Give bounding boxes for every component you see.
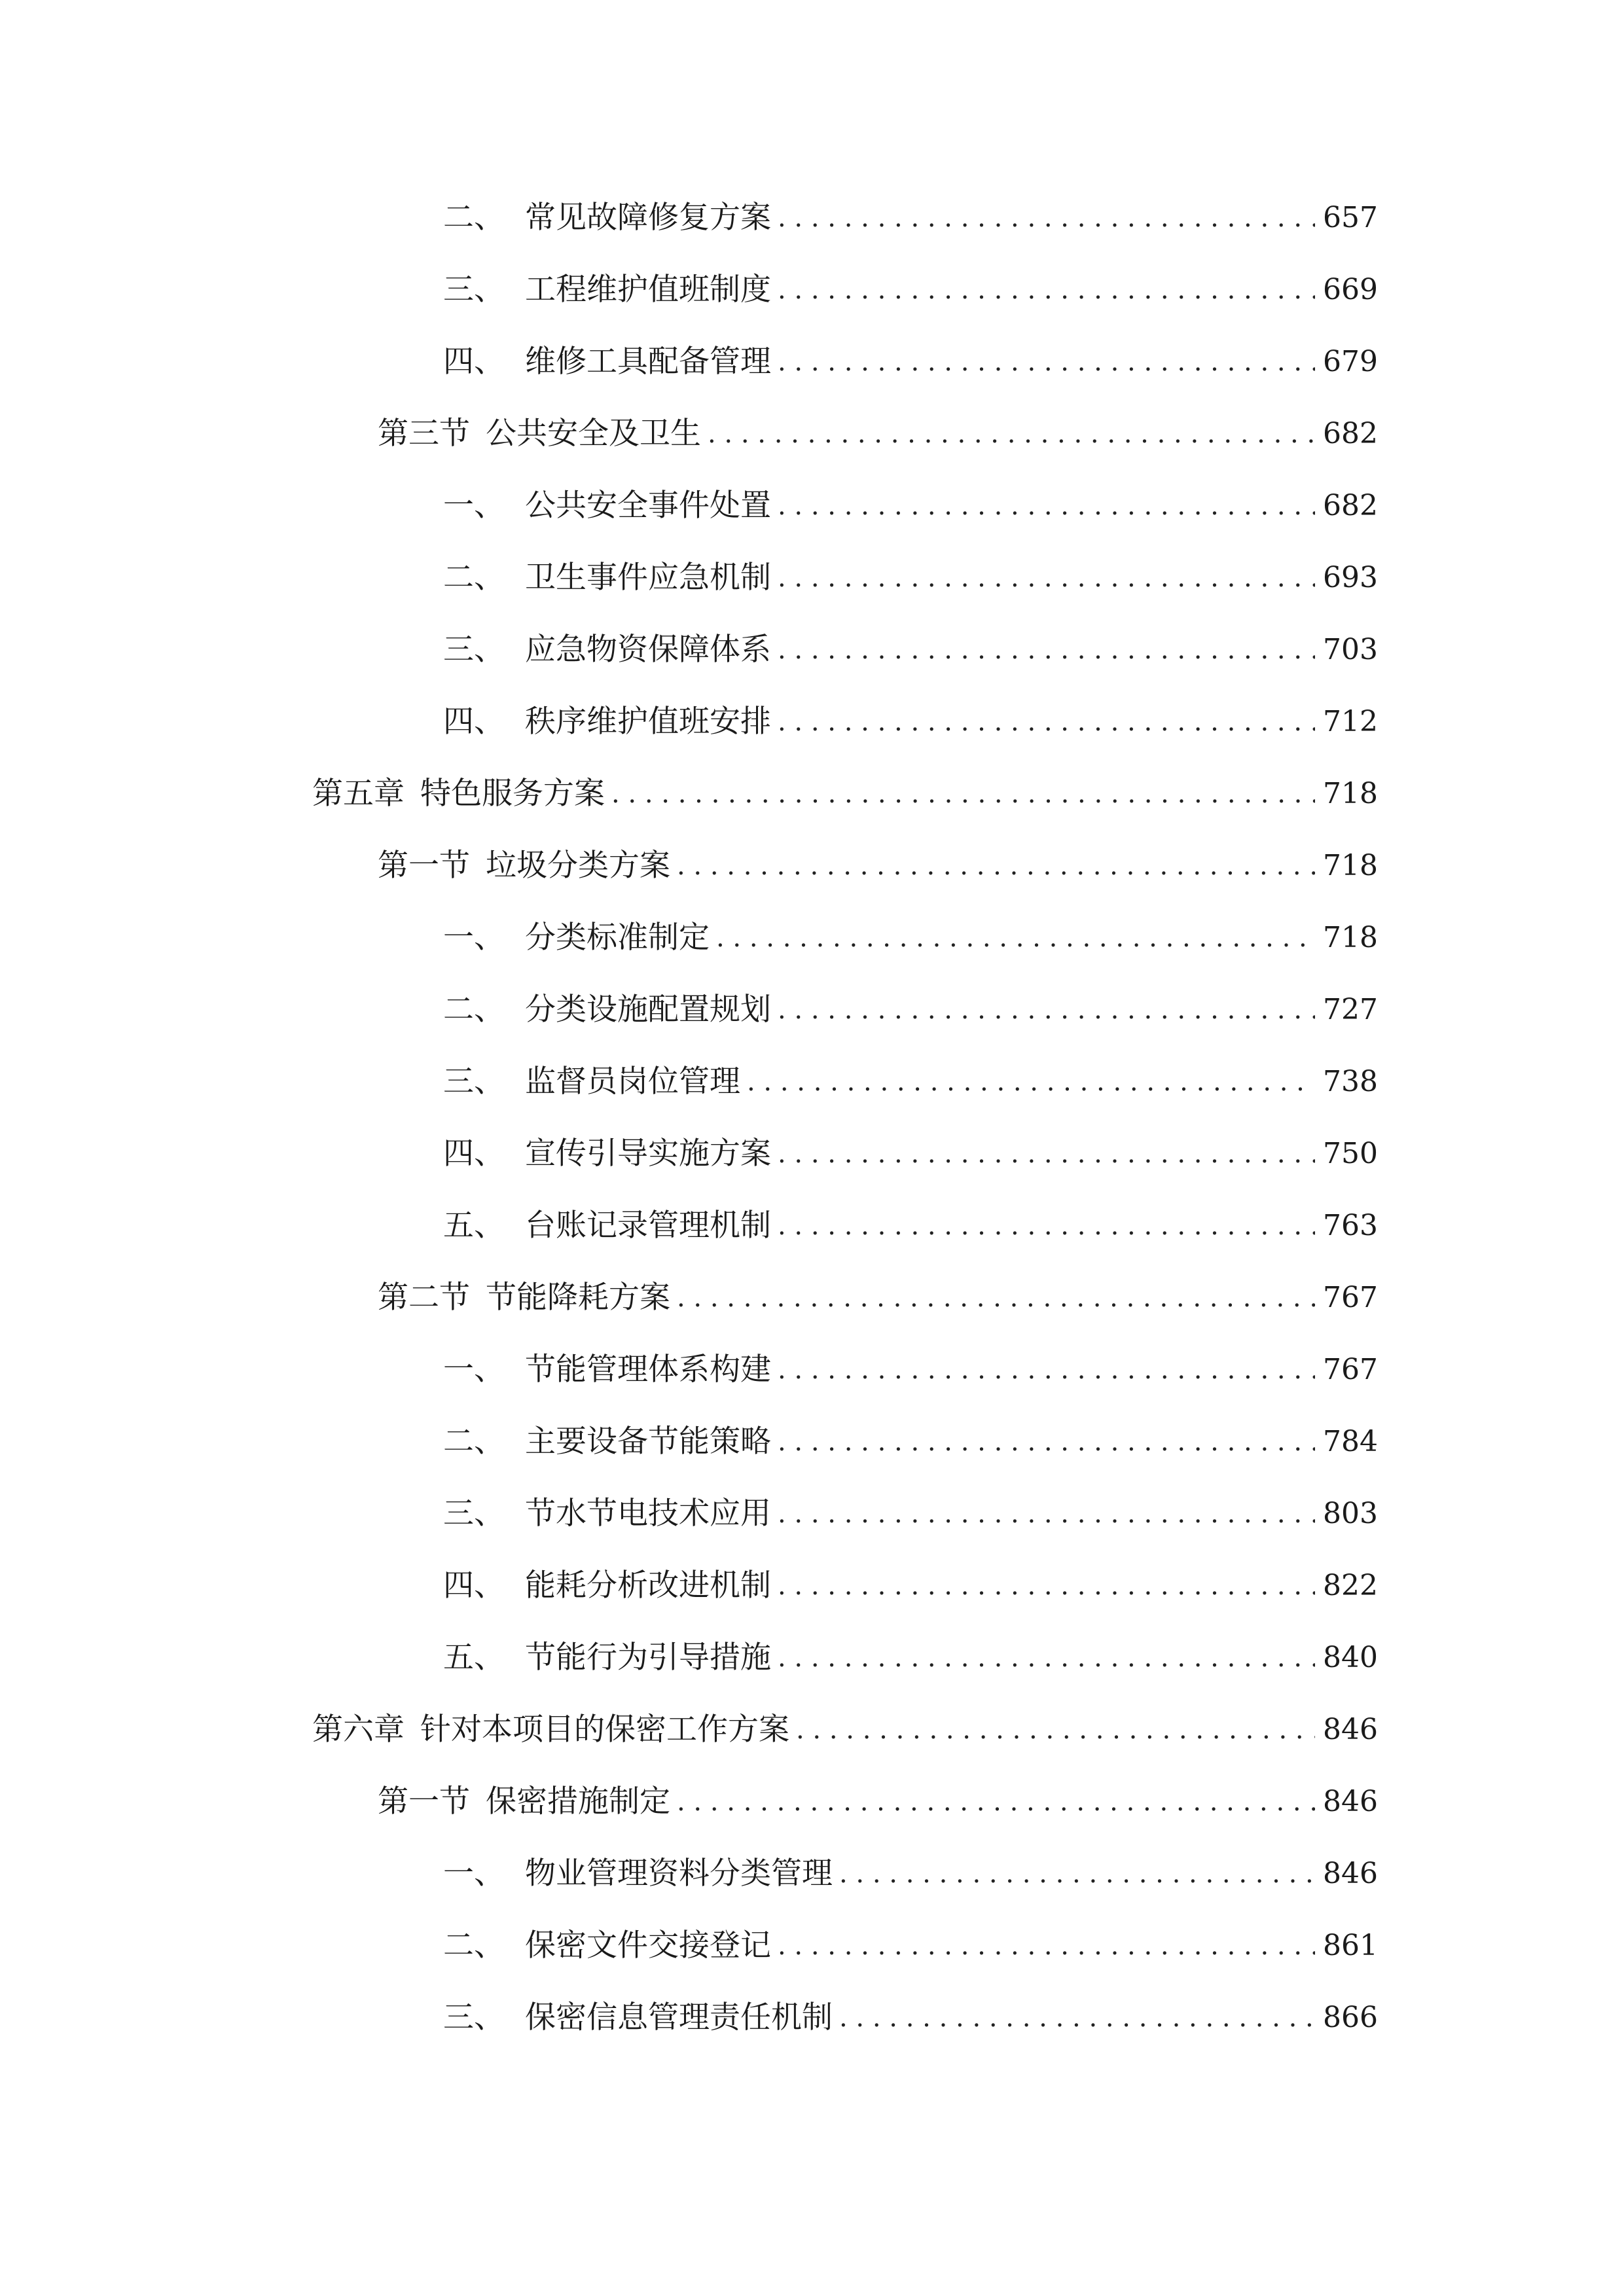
toc-entry-page: 861 (1323, 1929, 1378, 1962)
dot-leader (778, 192, 1315, 244)
toc-entry-number: 第一节 (378, 848, 470, 884)
toc-entry-title: 分类标准制定 (525, 920, 710, 956)
dot-leader (839, 1992, 1315, 2044)
toc-entry-page: 840 (1323, 1641, 1378, 1674)
dot-leader (778, 696, 1315, 748)
toc-entry-title: 分类设施配置规划 (525, 992, 771, 1028)
dot-leader (778, 1416, 1315, 1468)
toc-entry-number: 一、 (443, 1352, 505, 1388)
dot-leader (778, 1560, 1315, 1612)
toc-entry-number: 二、 (443, 1928, 505, 1964)
toc-entry-number: 三、 (443, 272, 505, 308)
toc-entry-page: 803 (1323, 1497, 1378, 1530)
dot-leader (778, 1344, 1315, 1396)
toc-entry-number: 一、 (443, 920, 505, 956)
toc-entry[interactable] (312, 768, 1378, 820)
toc-entry-title: 节能管理体系构建 (525, 1352, 771, 1388)
toc-entry-page: 693 (1323, 561, 1378, 594)
toc-entry-title: 公共安全事件处置 (525, 488, 771, 524)
toc-entry-page: 763 (1323, 1209, 1378, 1242)
toc-entry-page: 846 (1323, 1713, 1378, 1746)
toc-entry[interactable] (443, 192, 1378, 244)
toc-entry-page: 822 (1323, 1569, 1378, 1602)
toc-entry-title: 工程维护值班制度 (525, 272, 771, 308)
toc-entry[interactable] (378, 1272, 1378, 1324)
toc-entry-number: 第六章 (312, 1712, 405, 1748)
toc-entry-title: 保密措施制定 (486, 1784, 670, 1820)
toc-entry-number: 五、 (443, 1208, 505, 1244)
dot-leader (778, 624, 1315, 676)
toc-entry-number: 四、 (443, 1136, 505, 1172)
dot-leader (716, 912, 1315, 964)
toc-entry[interactable] (443, 264, 1378, 316)
toc-entry-page: 866 (1323, 2001, 1378, 2034)
toc-entry[interactable] (443, 1920, 1378, 1972)
toc-entry[interactable] (378, 1776, 1378, 1828)
toc-entry[interactable] (443, 912, 1378, 964)
toc-entry-title: 主要设备节能策略 (525, 1424, 771, 1460)
toc-entry[interactable] (378, 840, 1378, 892)
toc-entry[interactable] (443, 1632, 1378, 1684)
toc-entry-page: 669 (1323, 273, 1378, 306)
toc-entry-title: 节能降耗方案 (486, 1280, 670, 1316)
toc-entry[interactable] (443, 336, 1378, 388)
toc-entry-page: 682 (1323, 417, 1378, 450)
toc-entry-title: 针对本项目的保密工作方案 (420, 1712, 789, 1748)
toc-entry-title: 秩序维护值班安排 (525, 704, 771, 740)
toc-entry[interactable] (312, 1704, 1378, 1756)
toc-entry[interactable] (443, 1128, 1378, 1180)
toc-entry-number: 三、 (443, 1496, 505, 1532)
toc-entry-title: 保密信息管理责任机制 (525, 2000, 833, 2036)
toc-entry-title: 节水节电技术应用 (525, 1496, 771, 1532)
toc-entry-number: 四、 (443, 1568, 505, 1604)
toc-entry-number: 第五章 (312, 776, 405, 812)
dot-leader (708, 408, 1315, 460)
dot-leader (778, 480, 1315, 532)
toc-entry[interactable] (443, 552, 1378, 604)
toc-entry-number: 二、 (443, 1424, 505, 1460)
toc-entry-page: 712 (1323, 705, 1378, 738)
toc-entry-title: 物业管理资料分类管理 (525, 1856, 833, 1892)
toc-entry-number: 四、 (443, 344, 505, 380)
toc-entry[interactable] (443, 696, 1378, 748)
toc-entry[interactable] (443, 1560, 1378, 1612)
toc-entry[interactable] (443, 480, 1378, 532)
dot-leader (677, 1272, 1315, 1324)
toc-entry[interactable] (443, 1488, 1378, 1540)
dot-leader (677, 1776, 1315, 1828)
toc-entry[interactable] (378, 408, 1378, 460)
toc-entry-page: 767 (1323, 1353, 1378, 1386)
toc-entry-title: 节能行为引导措施 (525, 1640, 771, 1676)
toc-entry-title: 应急物资保障体系 (525, 632, 771, 668)
dot-leader (778, 336, 1315, 388)
dot-leader (778, 1200, 1315, 1252)
toc-entry-number: 四、 (443, 704, 505, 740)
toc-entry-number: 二、 (443, 200, 505, 236)
dot-leader (747, 1056, 1315, 1108)
toc-entry-page: 846 (1323, 1785, 1378, 1818)
toc-entry-number: 第二节 (378, 1280, 470, 1316)
toc-entry-title: 维修工具配备管理 (525, 344, 771, 380)
toc-entry-title: 公共安全及卫生 (486, 416, 701, 452)
toc-entry-page: 703 (1323, 633, 1378, 666)
dot-leader (611, 768, 1315, 820)
toc-entry-number: 一、 (443, 1856, 505, 1892)
dot-leader (778, 984, 1315, 1036)
toc-entry[interactable] (443, 1416, 1378, 1468)
toc-entry-title: 特色服务方案 (420, 776, 605, 812)
dot-leader (778, 1488, 1315, 1540)
toc-entry-title: 常见故障修复方案 (525, 200, 771, 236)
toc-entry-title: 垃圾分类方案 (486, 848, 670, 884)
toc-entry-page: 718 (1323, 777, 1378, 810)
toc-entry-number: 三、 (443, 632, 505, 668)
toc-entry-number: 一、 (443, 488, 505, 524)
toc-entry[interactable] (443, 984, 1378, 1036)
toc-entry-page: 767 (1323, 1281, 1378, 1314)
dot-leader (778, 552, 1315, 604)
toc-entry-page: 718 (1323, 849, 1378, 882)
toc-entry-page: 682 (1323, 489, 1378, 522)
toc-entry-number: 二、 (443, 560, 505, 596)
toc-entry-number: 第一节 (378, 1784, 470, 1820)
toc-entry-page: 718 (1323, 921, 1378, 954)
toc-entry-number: 五、 (443, 1640, 505, 1676)
toc-entry[interactable] (443, 1992, 1378, 2044)
dot-leader (778, 1128, 1315, 1180)
toc-entry[interactable] (443, 1056, 1378, 1108)
toc-entry-title: 台账记录管理机制 (525, 1208, 771, 1244)
toc-entry-title: 卫生事件应急机制 (525, 560, 771, 596)
toc-entry-number: 第三节 (378, 416, 470, 452)
dot-leader (778, 1920, 1315, 1972)
toc-entry-title: 宣传引导实施方案 (525, 1136, 771, 1172)
toc-entry-title: 保密文件交接登记 (525, 1928, 771, 1964)
toc-entry-title: 能耗分析改进机制 (525, 1568, 771, 1604)
toc-entry-page: 727 (1323, 993, 1378, 1026)
toc-entry-number: 三、 (443, 2000, 505, 2036)
toc-entry-page: 657 (1323, 201, 1378, 234)
dot-leader (796, 1704, 1315, 1756)
toc-entry-page: 750 (1323, 1137, 1378, 1170)
toc-entry-page: 679 (1323, 345, 1378, 378)
toc-entry-page: 738 (1323, 1065, 1378, 1098)
dot-leader (839, 1848, 1315, 1900)
toc-entry-page: 846 (1323, 1857, 1378, 1890)
toc-entry-number: 三、 (443, 1064, 505, 1100)
dot-leader (778, 1632, 1315, 1684)
toc-entry-title: 监督员岗位管理 (525, 1064, 740, 1100)
toc-entry[interactable] (443, 1344, 1378, 1396)
toc-entry-number: 二、 (443, 992, 505, 1028)
dot-leader (677, 840, 1315, 892)
toc-entry[interactable] (443, 1200, 1378, 1252)
toc-entry-page: 784 (1323, 1425, 1378, 1458)
toc-entry[interactable] (443, 1848, 1378, 1900)
dot-leader (778, 264, 1315, 316)
toc-entry[interactable] (443, 624, 1378, 676)
